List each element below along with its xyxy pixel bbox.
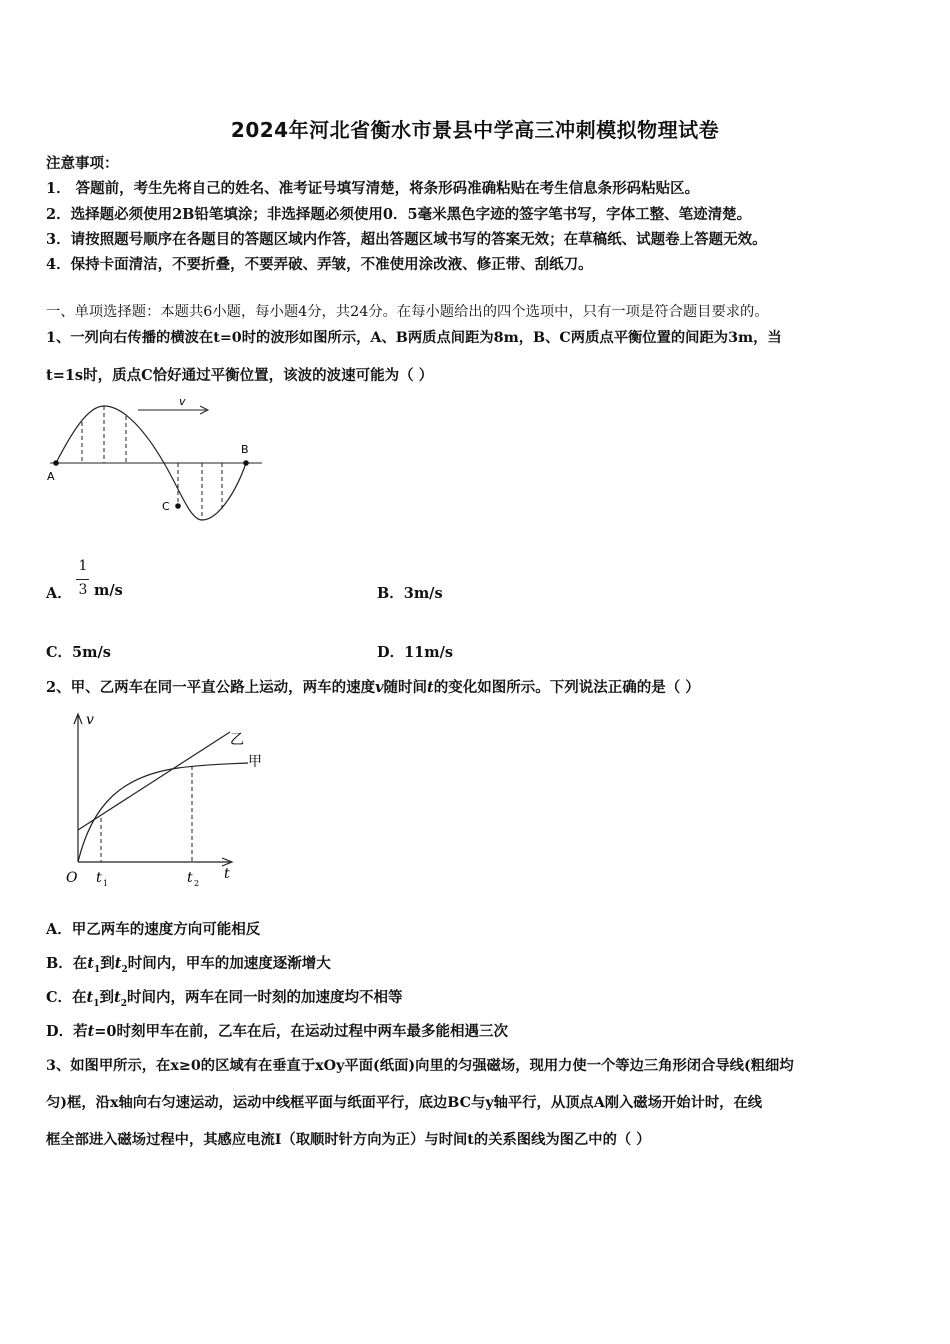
q1-option-c: C．5m/s: [46, 644, 111, 661]
opt-sub: 1: [93, 998, 100, 1009]
notice-item-2: 2．选择题必须使用2B铅笔填涂；非选择题必须使用0．5毫米黑色字迹的签字笔书写，字体工整、笔迹清楚。: [46, 206, 752, 223]
label-v: v: [86, 712, 94, 728]
opt-part: D．若: [46, 1023, 88, 1040]
stem-part: 的变化如图所示。下列说法正确的是（ ）: [433, 679, 700, 696]
opt-part: 时间内，两车在同一时刻的加速度均不相等: [126, 989, 403, 1006]
opt-sub: 1: [93, 964, 101, 975]
opt-var: t: [87, 955, 94, 972]
q1-option-a-denominator: 3: [78, 582, 88, 598]
section-1-heading: 一、单项选择题：本题共6小题，每小题4分，共24分。在每小题给出的四个选项中，只有一项是符合题目要求的。: [46, 304, 769, 320]
opt-part: C．在: [46, 989, 87, 1006]
q2-option-d: [46, 1020, 508, 1041]
notice-item-3: 3．请按照题号顺序在各题目的答题区域内作答，超出答题区域书写的答案无效；在草稿纸、试题卷上答题无效。: [46, 231, 767, 248]
stem-var-v: v: [375, 679, 384, 696]
label-t1: t: [96, 870, 102, 886]
q2-option-a: A．甲乙两车的速度方向可能相反: [46, 921, 261, 938]
opt-part: 到: [99, 989, 115, 1006]
label-jia: 甲: [248, 754, 262, 770]
notice-item-1: 1． 答题前，考生先将自己的姓名、准考证号填写清楚，将条形码准确粘贴在考生信息条形码粘贴区。: [46, 180, 700, 197]
page-title: 2024年河北省衡水市景县中学高三冲刺模拟物理试卷: [230, 118, 720, 142]
q2-option-b: [46, 952, 331, 975]
opt-var: t: [86, 989, 94, 1006]
question-1-line-1: 1、一列向右传播的横波在t=0时的波形如图所示，A、B两质点间距为8m，B、C两质点平衡位置的间距为3m，当: [46, 330, 782, 346]
stem-part: 随时间: [383, 679, 428, 696]
curve-jia: [78, 763, 248, 862]
question-3-line-1: 3、如图甲所示，在x≥0的区域有在垂直于xOy平面(纸面)向里的匀强磁场，现用力使一个等边三角形闭合导线(粗细均: [46, 1058, 794, 1074]
label-a: A: [47, 470, 55, 483]
question-1-line-2: t=1s时，质点C恰好通过平衡位置，该波的波速可能为（ ）: [46, 367, 434, 384]
label-yi: 乙: [230, 732, 244, 748]
point-b: [243, 460, 249, 466]
point-a: [53, 460, 59, 466]
opt-var: t: [87, 1023, 95, 1040]
point-c: [175, 503, 181, 509]
stem-var-t: t: [427, 679, 434, 696]
label-t1-sub: 1: [103, 879, 109, 888]
label-o: O: [66, 870, 78, 886]
fraction-bar: [76, 579, 89, 580]
opt-sub: 2: [120, 998, 127, 1009]
stem-part: 2、甲、乙两车在同一平直公路上运动，两车的速度: [46, 679, 376, 696]
question-3-line-3: 框全部进入磁场过程中，其感应电流I（取顺时针方向为正）与时间t的关系图线为图乙中的（ ）: [46, 1132, 651, 1148]
q1-option-d: D．11m/s: [377, 644, 454, 661]
q1-option-a-prefix: A．: [46, 585, 72, 602]
opt-var: t: [114, 955, 122, 972]
opt-part: B．在: [46, 955, 88, 972]
notice-item-4: 4．保持卡面清洁，不要折叠，不要弄破、弄皱，不准使用涂改液、修正带、刮纸刀。: [46, 256, 593, 273]
q2-option-c: [46, 986, 402, 1009]
question-3-line-2: 匀)框，沿x轴向右匀速运动，运动中线框平面与纸面平行，底边BC与y轴平行，从顶点A刚入磁场开始计时，在线: [46, 1095, 763, 1111]
opt-var: t: [114, 989, 121, 1006]
curve-yi: [78, 732, 230, 830]
label-t2-sub: 2: [194, 879, 200, 888]
notice-heading: 注意事项：: [46, 155, 119, 172]
q1-option-a-numerator: 1: [78, 558, 88, 574]
velocity-time-figure: [58, 704, 278, 894]
label-t: t: [224, 866, 230, 882]
opt-part: =0时刻甲车在前，乙车在后，在运动过程中两车最多能相遇三次: [94, 1023, 509, 1040]
opt-part: 时间内，甲车的加速度逐渐增大: [127, 955, 331, 972]
opt-sub: 2: [121, 964, 128, 975]
wave-figure: [40, 392, 270, 527]
opt-part: 到: [100, 955, 115, 972]
label-b: B: [241, 443, 249, 456]
label-t2: t: [187, 870, 193, 886]
q1-option-b: B．3m/s: [377, 585, 443, 602]
question-2-stem: [46, 676, 700, 697]
label-v: v: [179, 395, 186, 408]
q1-option-a-unit: m/s: [94, 582, 123, 599]
label-c: C: [162, 500, 170, 513]
